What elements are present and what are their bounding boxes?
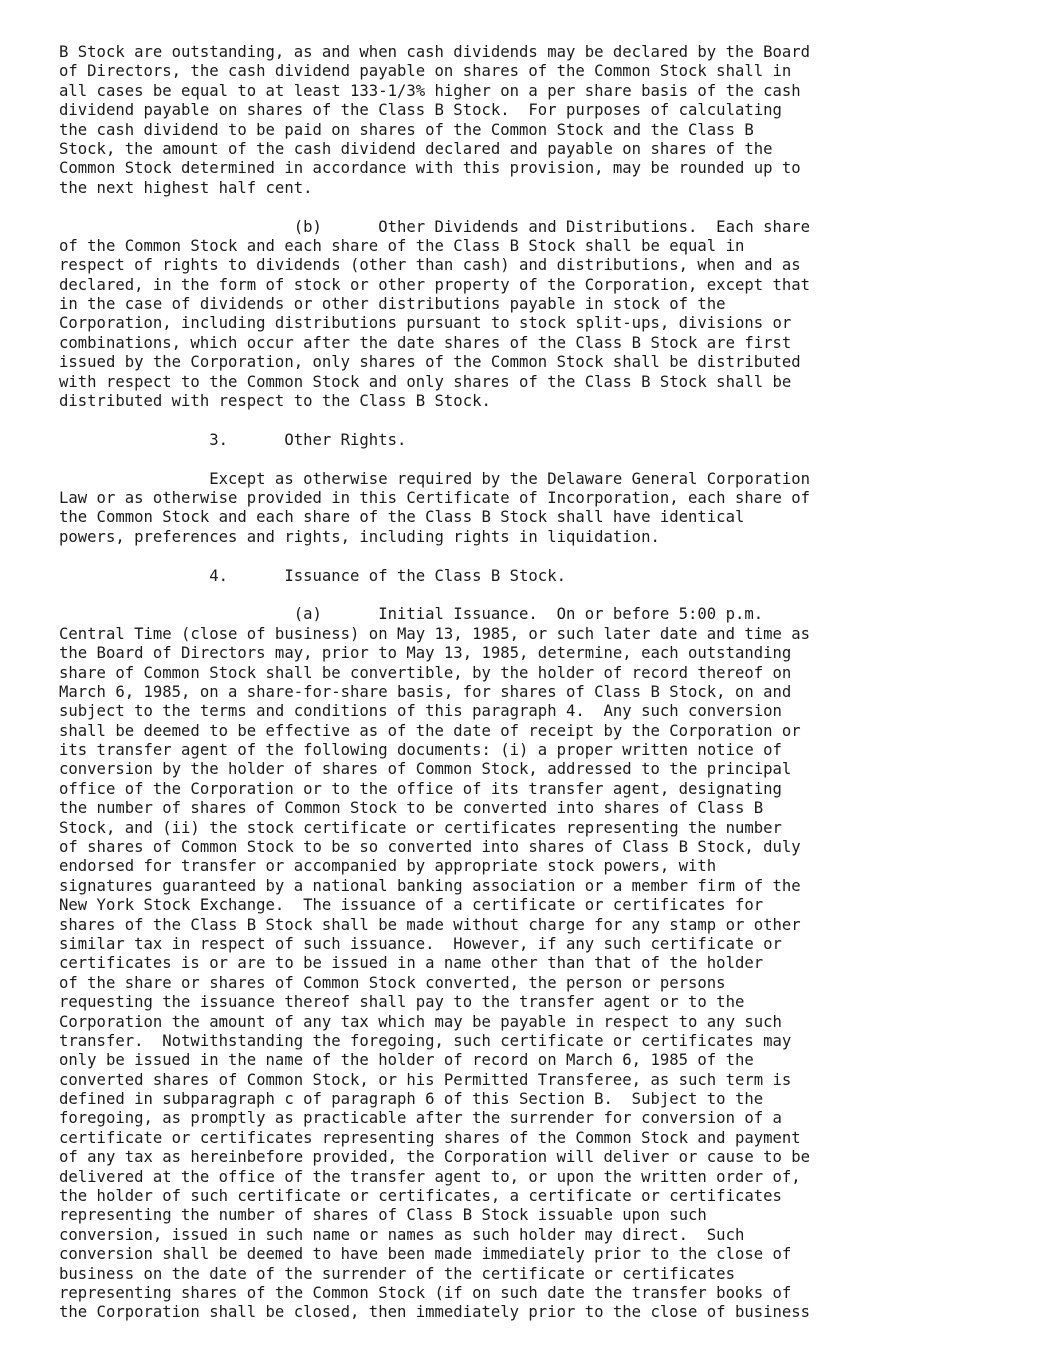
text-line: all cases be equal to at least 133-1/3% higher on a per share basis of the cash bbox=[59, 81, 801, 100]
text-line: dividend payable on shares of the Class B Stock. For purposes of calculating bbox=[59, 101, 782, 120]
text-line: the Common Stock and each share of the Class B Stock shall have identical bbox=[59, 508, 745, 527]
text-line: Corporation, including distributions pursuant to stock split-ups, divisions or bbox=[59, 314, 792, 333]
text-line: the cash dividend to be paid on shares of the Common Stock and the Class B bbox=[59, 120, 754, 139]
text-line: powers, preferences and rights, including rights in liquidation. bbox=[59, 527, 660, 546]
text-line: distributed with respect to the Class B Stock. bbox=[59, 392, 491, 411]
text-line: subject to the terms and conditions of this paragraph 4. Any such conversion bbox=[59, 702, 782, 721]
text-line: the number of shares of Common Stock to be converted into shares of Class B bbox=[59, 799, 764, 818]
text-line: of any tax as hereinbefore provided, the Corporation will deliver or cause to be bbox=[59, 1148, 811, 1167]
text-line: the next highest half cent. bbox=[59, 178, 313, 197]
text-line: Except as otherwise required by the Delaware General Corporation bbox=[59, 469, 811, 488]
text-line: its transfer agent of the following documents: (i) a proper written notice of bbox=[59, 741, 782, 760]
text-line: of shares of Common Stock to be so converted into shares of Class B Stock, duly bbox=[59, 838, 801, 857]
text-line: (a) Initial Issuance. On or before 5:00 p.m. bbox=[59, 605, 764, 624]
text-line: the Board of Directors may, prior to May 13, 1985, determine, each outstanding bbox=[59, 644, 792, 663]
text-line: respect of rights to dividends (other than cash) and distributions, when and as bbox=[59, 256, 801, 275]
para-cash-dividend-continued bbox=[59, 43, 1039, 198]
text-line: signatures guaranteed by a national banking association or a member firm of the bbox=[59, 876, 801, 895]
text-line: share of Common Stock shall be convertible, by the holder of record thereof on bbox=[59, 663, 792, 682]
para-initial-issuance bbox=[59, 605, 1039, 1322]
para-other-dividends bbox=[59, 218, 1039, 412]
text-line: the Corporation shall be closed, then immediately prior to the close of business bbox=[59, 1303, 811, 1322]
text-line: endorsed for transfer or accompanied by appropriate stock powers, with bbox=[59, 857, 717, 876]
text-line: 3. Other Rights. bbox=[59, 430, 407, 449]
text-line: conversion shall be deemed to have been made immediately prior to the close of bbox=[59, 1245, 792, 1264]
text-line: Stock, the amount of the cash dividend declared and payable on shares of the bbox=[59, 139, 773, 158]
text-line: representing shares of the Common Stock (if on such date the transfer books of bbox=[59, 1284, 792, 1302]
text-line: in the case of dividends or other distributions payable in stock of the bbox=[59, 295, 726, 314]
paragraph-gap bbox=[59, 586, 1039, 605]
text-line: March 6, 1985, on a share-for-share basis, for shares of Class B Stock, on and bbox=[59, 682, 792, 701]
text-line: Corporation the amount of any tax which may be payable in respect to any such bbox=[59, 1012, 782, 1031]
text-line: foregoing, as promptly as practicable after the surrender for conversion of a bbox=[59, 1109, 782, 1128]
text-line: conversion by the holder of shares of Common Stock, addressed to the principal bbox=[59, 760, 792, 779]
text-line: certificate or certificates representing shares of the Common Stock and payment bbox=[59, 1128, 801, 1147]
heading-issuance bbox=[59, 567, 1039, 586]
paragraph-gap bbox=[59, 547, 1039, 566]
text-line: combinations, which occur after the date shares of the Class B Stock are first bbox=[59, 333, 792, 352]
text-line: (b) Other Dividends and Distributions. Each share bbox=[59, 217, 811, 236]
text-line: delivered at the office of the transfer agent to, or upon the written order of, bbox=[59, 1167, 801, 1186]
para-other-rights bbox=[59, 470, 1039, 548]
text-line: defined in subparagraph c of paragraph 6 of this Section B. Subject to the bbox=[59, 1090, 764, 1109]
text-line: of Directors, the cash dividend payable on shares of the Common Stock shall in bbox=[59, 62, 792, 81]
heading-other-rights bbox=[59, 431, 1039, 450]
text-line: B Stock are outstanding, as and when cash dividends may be declared by the Board bbox=[59, 43, 811, 61]
text-line: Stock, and (ii) the stock certificate or certificates representing the number bbox=[59, 818, 782, 837]
text-line: shall be deemed to be effective as of the date of receipt by the Corporation or bbox=[59, 721, 801, 740]
text-line: New York Stock Exchange. The issuance of a certificate or certificates for bbox=[59, 896, 764, 915]
text-line: certificates is or are to be issued in a name other than that of the holder bbox=[59, 954, 764, 973]
text-line: requesting the issuance thereof shall pay to the transfer agent or to the bbox=[59, 993, 745, 1012]
text-line: similar tax in respect of such issuance. However, if any such certificate or bbox=[59, 934, 782, 953]
text-line: declared, in the form of stock or other property of the Corporation, except that bbox=[59, 275, 811, 294]
text-line: only be issued in the name of the holder of record on March 6, 1985 of the bbox=[59, 1051, 754, 1070]
paragraph-gap bbox=[59, 198, 1039, 217]
text-line: with respect to the Common Stock and only shares of the Class B Stock shall be bbox=[59, 372, 792, 391]
text-line: of the share or shares of Common Stock converted, the person or persons bbox=[59, 973, 726, 992]
text-line: representing the number of shares of Class B Stock issuable upon such bbox=[59, 1206, 707, 1225]
text-line: office of the Corporation or to the office of its transfer agent, designating bbox=[59, 779, 782, 798]
paragraph-gap bbox=[59, 450, 1039, 469]
text-line: Law or as otherwise provided in this Certificate of Incorporation, each share of bbox=[59, 488, 811, 507]
text-line: the holder of such certificate or certificates, a certificate or certificates bbox=[59, 1187, 782, 1206]
text-line: issued by the Corporation, only shares of the Common Stock shall be distributed bbox=[59, 353, 801, 372]
text-line: Common Stock determined in accordance with this provision, may be rounded up to bbox=[59, 159, 801, 178]
text-line: transfer. Notwithstanding the foregoing, such certificate or certificates may bbox=[59, 1031, 792, 1050]
text-line: Central Time (close of business) on May 13, 1985, or such later date and time as bbox=[59, 624, 811, 643]
text-line: conversion, issued in such name or names as such holder may direct. Such bbox=[59, 1225, 745, 1244]
text-line: 4. Issuance of the Class B Stock. bbox=[59, 566, 566, 585]
text-line: shares of the Class B Stock shall be made without charge for any stamp or other bbox=[59, 915, 801, 934]
text-line: converted shares of Common Stock, or his Permitted Transferee, as such term is bbox=[59, 1070, 792, 1089]
text-line: business on the date of the surrender of the certificate or certificates bbox=[59, 1264, 735, 1283]
paragraph-gap bbox=[59, 411, 1039, 430]
text-line: of the Common Stock and each share of the Class B Stock shall be equal in bbox=[59, 236, 745, 255]
document-page bbox=[59, 43, 1039, 1323]
